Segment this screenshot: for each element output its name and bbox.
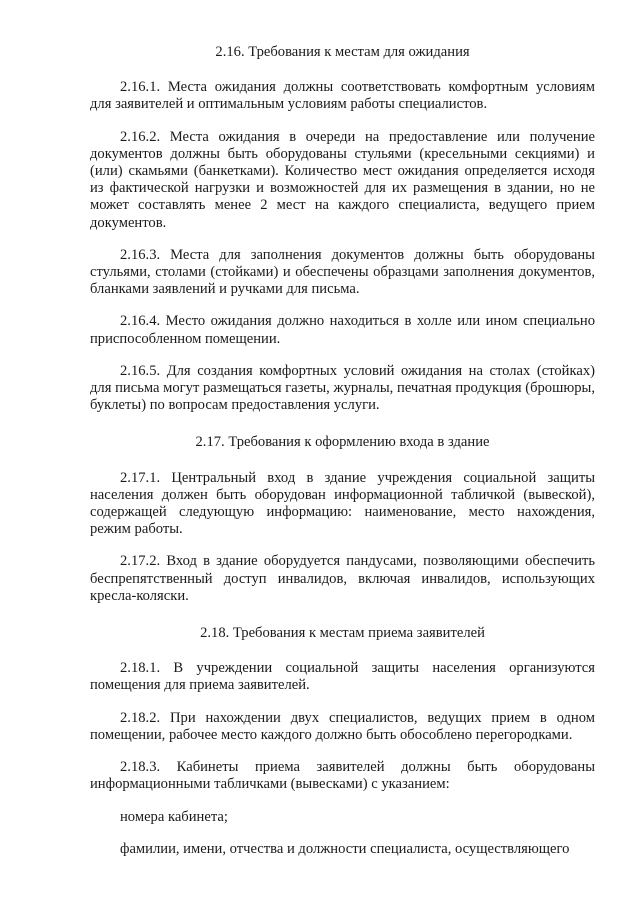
paragraph-2-16-2: 2.16.2. Места ожидания в очереди на предоставление или получение документов должны быть оборудованы стульями (кресельными секциями) и (или) скамьями (банкетками). Количество мест ожидания определяется исходя из фактической нагрузки и возможностей для их размещения в здании, но не может составлять менее 2 мест на каждого специалиста, ведущего прием документов. bbox=[90, 128, 595, 231]
section-heading: 2.18. Требования к местам приема заявителей bbox=[200, 625, 485, 642]
paragraph-2-16-3: 2.16.3. Места для заполнения документов должны быть оборудованы стульями, столами (стойками) и обеспечены образцами заполнения документов, бланками заявлений и ручками для письма. bbox=[90, 246, 595, 298]
paragraph-2-17-1: 2.17.1. Центральный вход в здание учреждения социальной защиты населения должен быть оборудован информационной табличкой (вывеской), содержащей следующую информацию: наименование, место нахождения, режим работы. bbox=[90, 469, 595, 538]
section-2-17 bbox=[90, 434, 595, 605]
section-heading: 2.17. Требования к оформлению входа в здание bbox=[195, 434, 490, 451]
paragraph-2-16-5: 2.16.5. Для создания комфортных условий ожидания на столах (стойках) для письма могут размещаться газеты, журналы, печатная продукция (брошюры, буклеты) по вопросам предоставления услуги. bbox=[90, 362, 595, 414]
paragraph-2-16-1: 2.16.1. Места ожидания должны соответствовать комфортным условиям для заявителей и оптимальным условиям работы специалистов. bbox=[90, 79, 595, 113]
paragraph-2-17-2: 2.17.2. Вход в здание оборудуется пандусами, позволяющими обеспечить беспрепятственный доступ инвалидов, включая инвалидов, использующих кресла-коляски. bbox=[90, 553, 595, 604]
list-item-cabinet-number: номера кабинета; bbox=[120, 808, 228, 825]
paragraph-2-18-2: 2.18.2. При нахождении двух специалистов, ведущих прием в одном помещении, рабочее место каждого должно быть обособлено перегородками. bbox=[90, 709, 595, 743]
paragraph-2-18-3: 2.18.3. Кабинеты приема заявителей должны быть оборудованы информационными табличками (вывесками) с указанием: bbox=[90, 759, 595, 793]
paragraph-2-16-4: 2.16.4. Место ожидания должно находиться в холле или ином специально приспособленном помещении. bbox=[90, 313, 595, 347]
section-heading: 2.16. Требования к местам для ожидания bbox=[215, 44, 470, 60]
section-2-16 bbox=[90, 44, 595, 414]
list-item-specialist-name: фамилии, имени, отчества и должности специалиста, осуществляющего bbox=[120, 840, 570, 857]
document-page bbox=[90, 44, 595, 858]
paragraph-2-18-1: 2.18.1. В учреждении социальной защиты населения организуются помещения для приема заявителей. bbox=[90, 660, 595, 694]
section-2-18 bbox=[90, 625, 595, 858]
